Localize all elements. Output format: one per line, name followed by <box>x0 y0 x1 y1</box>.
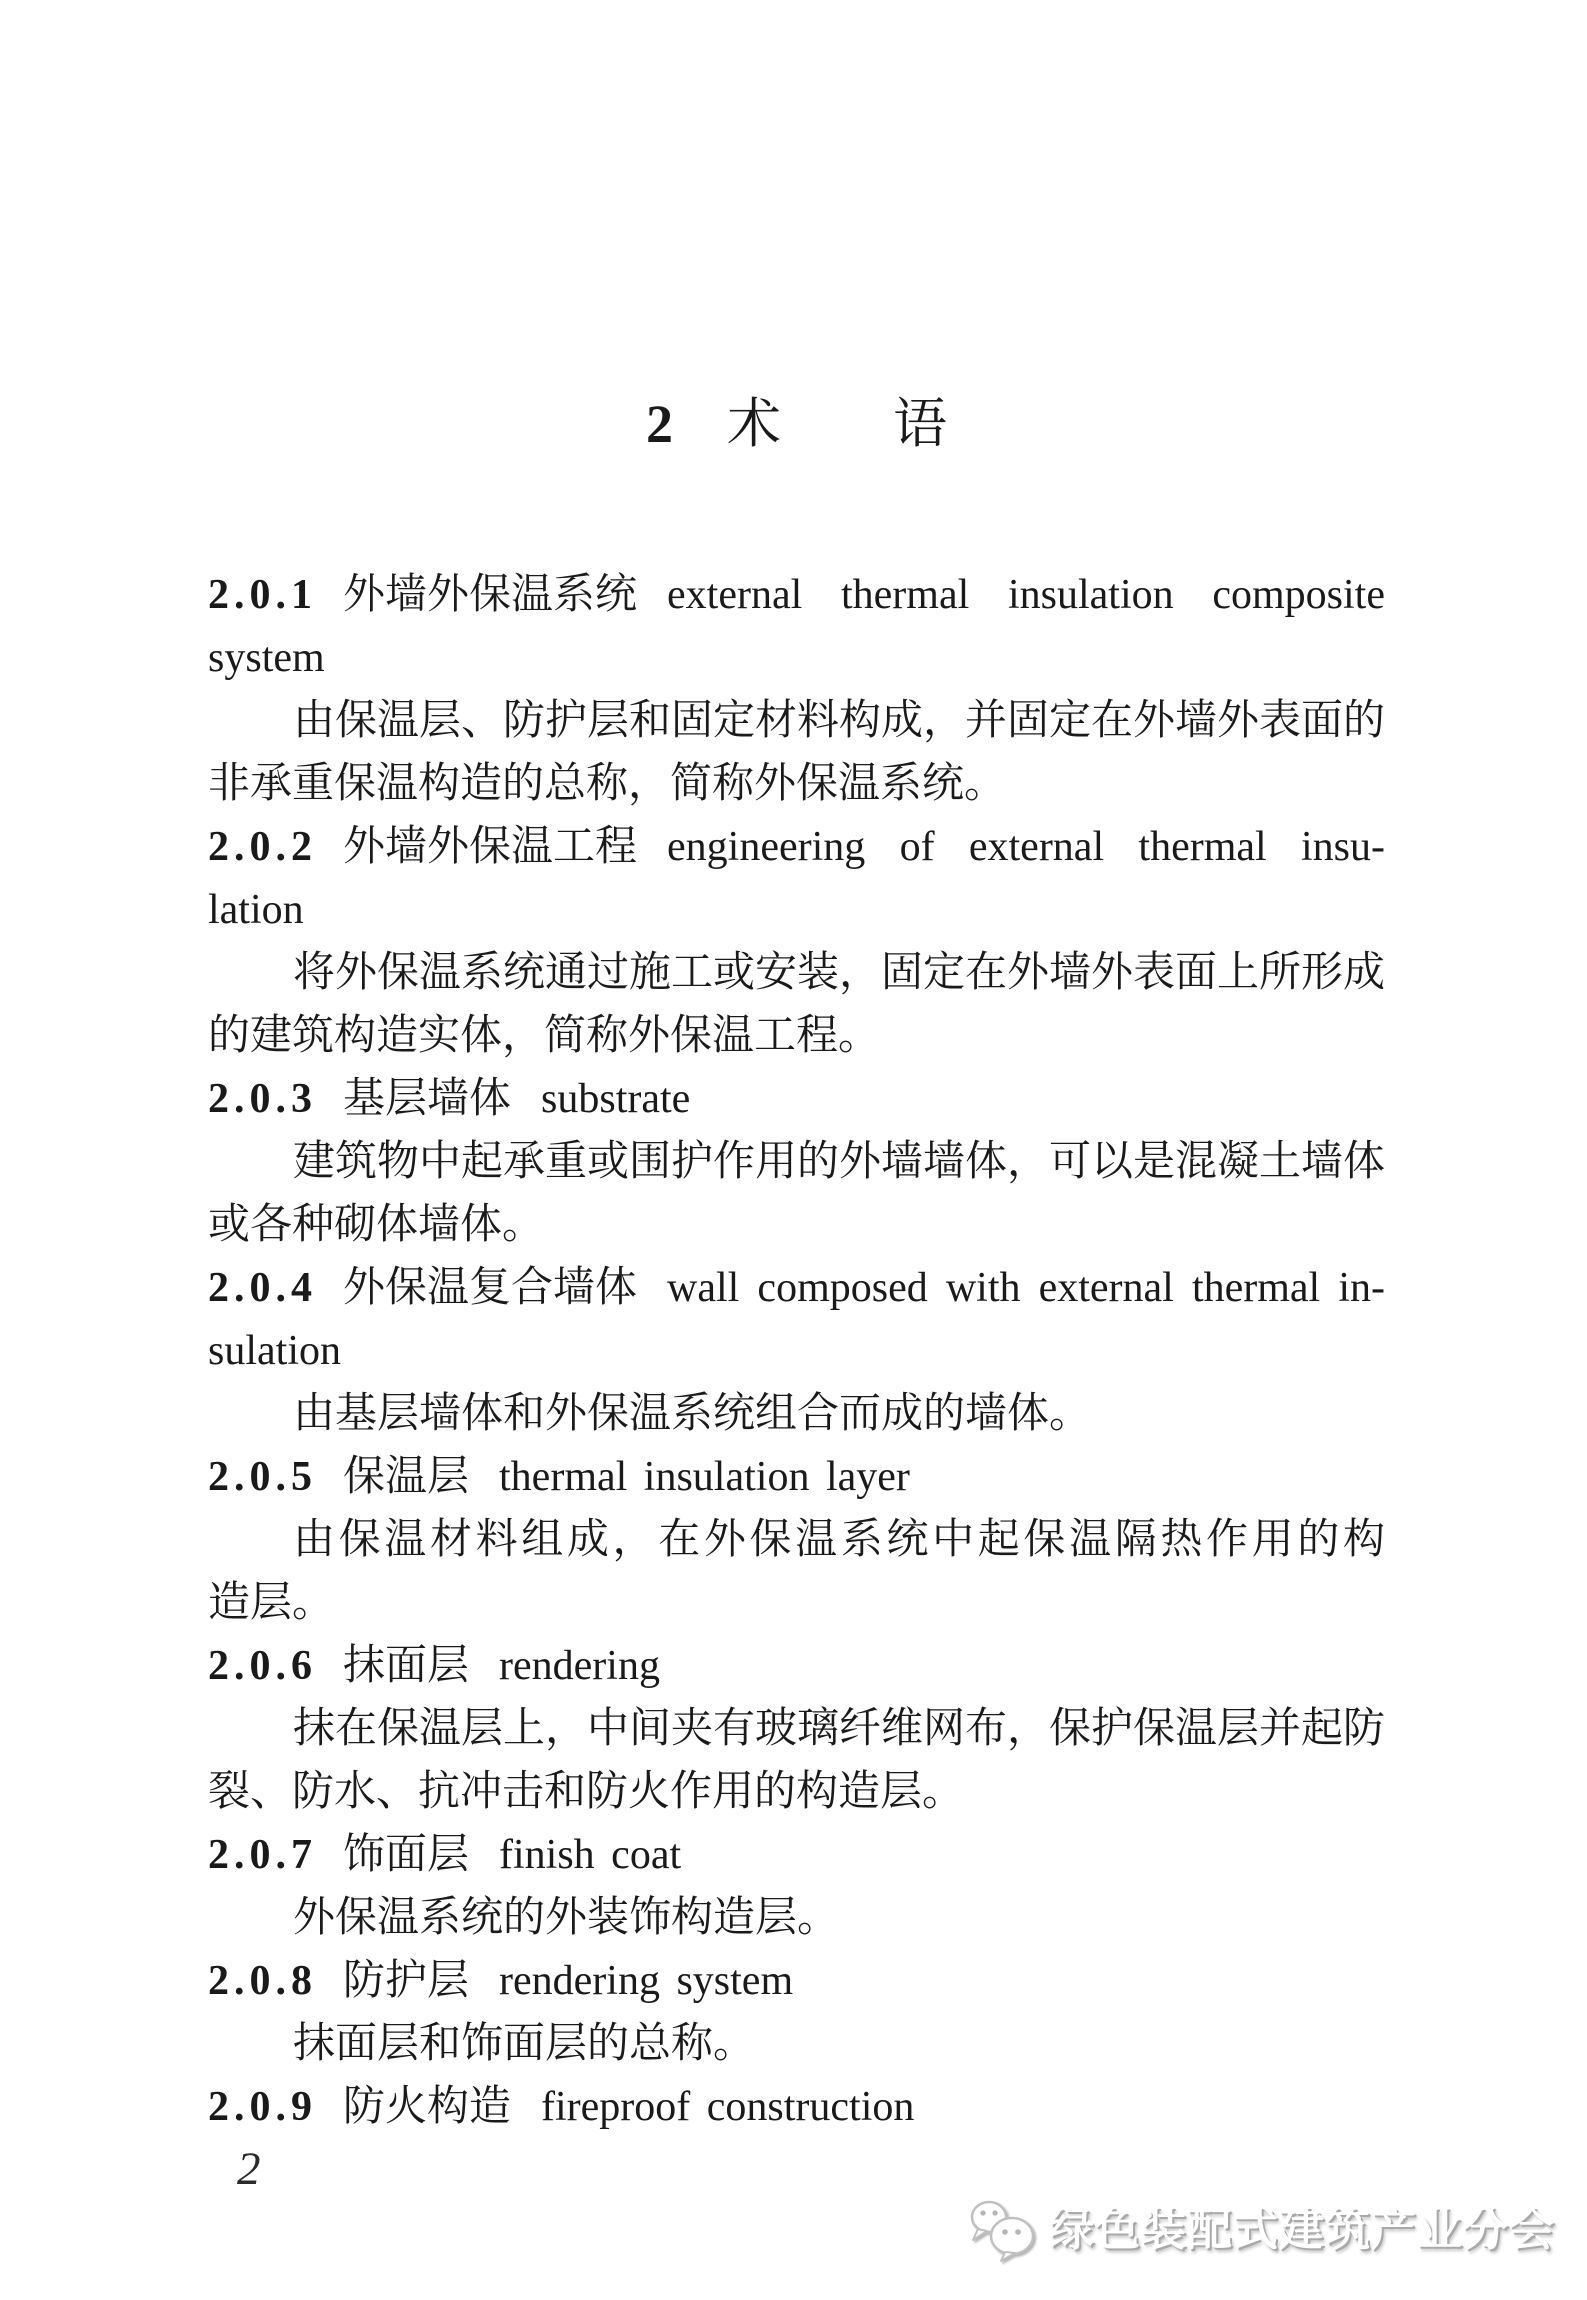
entry-number: 2.0.3 <box>208 1076 317 1122</box>
entry-term-en: wall composed with external thermal in- <box>667 1265 1385 1311</box>
definition-line: 外保温系统的外装饰构造层。 <box>293 1895 840 1941</box>
definition-line: 建筑物中起承重或围护作用的外墙墙体，可以是混凝土墙体 <box>293 1139 1386 1185</box>
terminology-list <box>208 564 1385 2139</box>
entry-number: 2.0.1 <box>208 572 317 618</box>
entry-term-en: thermal insulation layer <box>499 1454 910 1500</box>
entry-term-en: rendering <box>499 1643 660 1689</box>
footer-watermark <box>967 2198 1555 2262</box>
definition-line: 抹面层和饰面层的总称。 <box>293 2021 756 2067</box>
term-entry-heading <box>208 2076 1385 2139</box>
definition-line: 裂、防水、抗冲击和防火作用的构造层。 <box>208 1769 965 1815</box>
entry-number: 2.0.6 <box>208 1643 317 1689</box>
entry-term-en: fireproof construction <box>541 2084 915 2130</box>
entry-term-en-continuation: sulation <box>208 1328 341 1374</box>
definition-line: 由基层墙体和外保温系统组合而成的墙体。 <box>293 1391 1092 1437</box>
entry-term-en: finish coat <box>499 1832 682 1878</box>
term-entry-heading <box>208 1068 1385 1131</box>
entry-number: 2.0.7 <box>208 1832 317 1878</box>
term-entry-heading <box>208 1950 1385 2013</box>
term-entry-heading <box>208 816 1385 879</box>
term-entry-heading <box>208 1824 1385 1887</box>
definition-line: 由保温材料组成，在外保温系统中起保温隔热作用的构 <box>293 1517 1385 1563</box>
chapter-title <box>208 392 1385 456</box>
entry-number: 2.0.2 <box>208 824 317 870</box>
entry-term-en-continuation: system <box>208 635 325 681</box>
term-entry-heading <box>208 1446 1385 1509</box>
chapter-number: 2 <box>646 394 673 454</box>
definition-line: 将外保温系统通过施工或安装，固定在外墙外表面上所形成 <box>293 950 1386 996</box>
entry-term-en: engineering of external thermal insu- <box>667 824 1385 870</box>
entry-number: 2.0.9 <box>208 2084 317 2130</box>
entry-term-en: external thermal insulation composite <box>667 572 1385 618</box>
entry-number: 2.0.8 <box>208 1958 317 2004</box>
chapter-title-char-2: 语 <box>893 394 947 454</box>
entry-term-en: substrate <box>541 1076 691 1122</box>
entry-term-zh: 外墙外保温系统 <box>343 572 638 618</box>
definition-line: 的建筑构造实体，简称外保温工程。 <box>208 1013 881 1059</box>
definition-line: 抹在保温层上，中间夹有玻璃纤维网布，保护保温层并起防 <box>293 1706 1386 1752</box>
entry-term-zh: 基层墙体 <box>343 1076 512 1122</box>
term-entry-heading <box>208 1635 1385 1698</box>
entry-term-zh: 抹面层 <box>343 1643 470 1689</box>
term-entry-heading <box>208 564 1385 627</box>
definition-line: 或各种砌体墙体。 <box>208 1202 545 1248</box>
entry-term-zh: 外墙外保温工程 <box>343 824 638 870</box>
definition-line: 由保温层、防护层和固定材料构成，并固定在外墙外表面的 <box>293 698 1386 744</box>
definition-line: 非承重保温构造的总称，简称外保温系统。 <box>208 761 1007 807</box>
entry-term-zh: 饰面层 <box>343 1832 470 1878</box>
definition-line: 造层。 <box>208 1580 335 1626</box>
wechat-icon <box>967 2198 1039 2262</box>
entry-number: 2.0.4 <box>208 1265 317 1311</box>
page-number: 2 <box>237 2143 261 2195</box>
entry-term-zh: 保温层 <box>343 1454 470 1500</box>
entry-term-en-continuation: lation <box>208 887 304 933</box>
footer-brand-text: 绿色装配式建筑产业分会 <box>1048 2204 1555 2255</box>
entry-term-zh: 外保温复合墙体 <box>343 1265 638 1311</box>
entry-term-en: rendering system <box>499 1958 794 2004</box>
chapter-title-char-1: 术 <box>727 394 781 454</box>
entry-term-zh: 防火构造 <box>343 2084 512 2130</box>
term-entry-heading <box>208 1257 1385 1320</box>
entry-term-zh: 防护层 <box>343 1958 470 2004</box>
entry-number: 2.0.5 <box>208 1454 317 1500</box>
